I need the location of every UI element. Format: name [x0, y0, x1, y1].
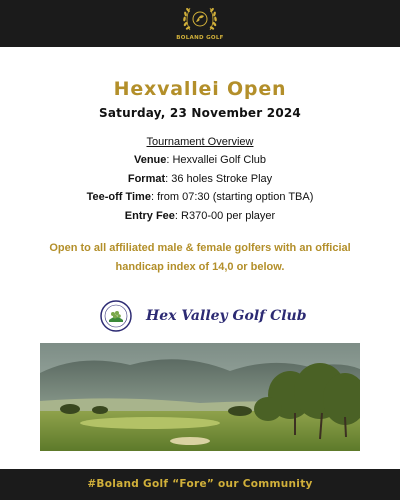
teeoff-row [0, 188, 400, 207]
logo-text: BOLAND GOLF [176, 35, 224, 41]
boland-golf-logo [150, 2, 250, 46]
eligibility-text [30, 239, 370, 277]
format-value: : 36 holes Stroke Play [165, 172, 273, 185]
entry-fee-value: : R370-00 per player [174, 209, 276, 222]
venue-row [0, 151, 400, 170]
golf-course-photo [40, 343, 360, 451]
teeoff-value: : from 07:30 (starting option TBA) [150, 191, 314, 203]
eligibility-line-1: Open to all affiliated male & female golfers with an official [49, 242, 351, 254]
format-row [0, 170, 400, 189]
entry-fee-row [0, 207, 400, 226]
event-title: Hexvallei Open [113, 78, 287, 100]
event-date: Saturday, 23 November 2024 [99, 106, 301, 120]
laurel-wreath-icon [150, 2, 250, 36]
golf-course-image [40, 343, 360, 451]
overview-heading: Tournament Overview [146, 136, 254, 148]
venue-label: Venue [133, 154, 167, 166]
club-name: Hex Valley Golf Club [146, 308, 307, 324]
header-bar [0, 0, 400, 47]
footer-tagline: #Boland Golf “Fore” our Community [87, 478, 313, 490]
eligibility-line-2: handicap index of 14,0 or below. [115, 261, 285, 273]
tournament-overview [0, 136, 400, 225]
entry-fee-label: Entry Fee [124, 209, 175, 222]
teeoff-label: Tee-off Time [86, 191, 151, 203]
club-logo-row [100, 300, 320, 335]
format-label: Format [127, 172, 166, 185]
footer-bar [0, 469, 400, 500]
club-badge-icon [100, 300, 132, 332]
venue-value: : Hexvallei Golf Club [166, 154, 267, 166]
